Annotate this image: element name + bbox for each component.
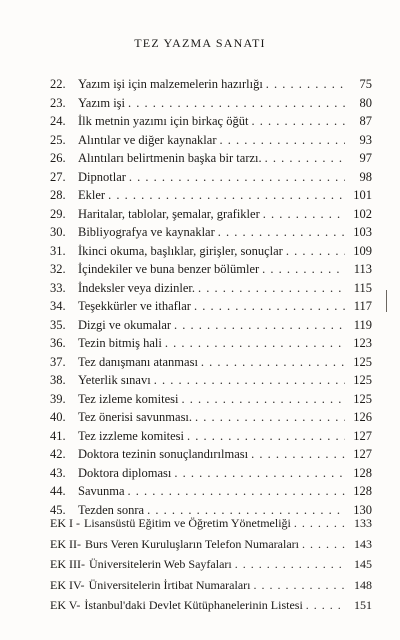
dot-leader xyxy=(254,575,346,596)
dot-leader xyxy=(266,75,345,94)
dot-leader xyxy=(154,371,345,390)
appendix-entry xyxy=(50,513,372,534)
entry-number: 24. xyxy=(50,114,66,128)
entry-page-number: 151 xyxy=(354,598,372,612)
entry-page-number: 119 xyxy=(353,317,372,332)
entry-page-number: 87 xyxy=(359,114,372,128)
entry-number: 44. xyxy=(50,484,66,498)
entry-page-number: 93 xyxy=(359,132,372,147)
entry-page-number: 101 xyxy=(353,188,372,202)
toc-entry xyxy=(50,297,372,316)
toc-entry xyxy=(50,279,372,298)
entry-number: 36. xyxy=(50,336,66,350)
dot-leader xyxy=(263,205,345,224)
entry-title: Savunma xyxy=(78,484,125,498)
entry-page-number: 75 xyxy=(359,77,372,91)
toc-entry xyxy=(50,112,372,131)
toc-entry xyxy=(50,205,372,224)
toc-entry xyxy=(50,168,372,187)
entry-number: EK V- xyxy=(50,598,81,612)
appendix-entry xyxy=(50,575,372,596)
entry-title: Haritalar, tablolar, şemalar, grafikler xyxy=(78,206,260,221)
entry-page-number: 145 xyxy=(354,557,372,571)
dot-leader xyxy=(174,464,345,483)
toc-entry xyxy=(50,186,372,205)
toc-entry xyxy=(50,390,372,409)
running-title: TEZ YAZMA SANATI xyxy=(134,36,266,50)
dot-leader xyxy=(195,408,345,427)
entry-title: Tez izzleme komitesi xyxy=(78,428,185,443)
dot-leader xyxy=(302,534,345,555)
toc-entry xyxy=(50,131,372,150)
entry-number: 26. xyxy=(50,151,66,165)
entry-number: 27. xyxy=(50,169,66,184)
entry-number: 43. xyxy=(50,465,66,480)
entry-number: 39. xyxy=(50,391,66,406)
appendix-entry xyxy=(50,554,372,575)
dot-leader xyxy=(129,168,345,187)
appendix-entry xyxy=(50,534,372,555)
dot-leader xyxy=(201,353,345,372)
toc-entry xyxy=(50,353,372,372)
entry-page-number: 127 xyxy=(353,428,372,443)
entry-number: 25. xyxy=(50,132,66,147)
table-of-contents xyxy=(50,75,372,519)
entry-number: 45. xyxy=(50,502,66,517)
dot-leader xyxy=(265,149,345,168)
entry-number: EK II- xyxy=(50,536,81,551)
entry-page-number: 126 xyxy=(353,410,372,424)
entry-title: Tez önerisi savunması. xyxy=(78,410,193,424)
entry-title: Lisansüstü Eğitim ve Öğretim Yönetmeliği xyxy=(84,516,291,530)
entry-number: 35. xyxy=(50,317,66,332)
entry-title: İstanbul'daki Devlet Kütüphanelerinin Listesi xyxy=(84,598,303,612)
appendix-list xyxy=(50,513,372,616)
margin-mark xyxy=(386,290,387,312)
entry-title: Tez danışmanı atanması xyxy=(78,354,198,369)
entry-title: Teşekkürler ve ithaflar xyxy=(78,299,191,313)
toc-entry xyxy=(50,408,372,427)
entry-title: Dipnotlar xyxy=(78,169,126,184)
toc-entry xyxy=(50,334,372,353)
entry-page-number: 113 xyxy=(353,262,372,276)
entry-title: Alıntıları belirtmenin başka bir tarzı. xyxy=(78,151,262,165)
toc-entry xyxy=(50,316,372,335)
entry-number: 28. xyxy=(50,188,66,202)
entry-title: Burs Veren Kuruluşların Telefon Numaraları xyxy=(84,536,299,551)
dot-leader xyxy=(294,513,345,534)
dot-leader xyxy=(251,445,345,464)
dot-leader xyxy=(251,112,345,131)
entry-title: Yeterlik sınavı xyxy=(78,373,151,387)
entry-number: 29. xyxy=(50,206,66,221)
toc-entry xyxy=(50,149,372,168)
entry-title: Yazım işi için malzemelerin hazırlığı xyxy=(78,77,263,91)
entry-page-number: 128 xyxy=(353,465,372,480)
entry-title: İndeksler veya dizinler. xyxy=(78,280,195,295)
entry-title: Üniversitelerin İrtibat Numaraları xyxy=(88,577,251,592)
entry-title: İkinci okuma, başlıklar, girişler, sonuçlar xyxy=(78,243,283,258)
entry-page-number: 97 xyxy=(359,151,372,165)
entry-page-number: 127 xyxy=(353,447,372,461)
entry-title: Bibliyografya ve kaynaklar xyxy=(78,225,215,239)
dot-leader xyxy=(198,279,345,298)
entry-page-number: 98 xyxy=(359,169,372,184)
toc-entry xyxy=(50,371,372,390)
dot-leader xyxy=(286,242,345,261)
entry-number: 30. xyxy=(50,225,66,239)
entry-title: Üniversitelerin Web Sayfaları xyxy=(88,557,232,571)
entry-title: Doktora diploması xyxy=(78,465,172,480)
dot-leader xyxy=(262,260,345,279)
dot-leader xyxy=(181,390,345,409)
entry-page-number: 115 xyxy=(353,280,372,295)
entry-page-number: 125 xyxy=(353,373,372,387)
entry-number: 34. xyxy=(50,299,66,313)
dot-leader xyxy=(306,595,345,616)
toc-entry xyxy=(50,75,372,94)
toc-entry xyxy=(50,464,372,483)
appendix-entry xyxy=(50,595,372,616)
entry-page-number: 117 xyxy=(353,299,372,313)
toc-entry xyxy=(50,94,372,113)
toc-entry xyxy=(50,482,372,501)
entry-number: 42. xyxy=(50,447,66,461)
entry-title: Yazım işi xyxy=(78,95,126,110)
entry-number: 31. xyxy=(50,243,66,258)
dot-leader xyxy=(235,554,345,575)
entry-title: Doktora tezinin sonuçlandırılması xyxy=(78,447,249,461)
entry-number: 40. xyxy=(50,410,66,424)
entry-page-number: 143 xyxy=(354,536,372,551)
entry-number: EK IV- xyxy=(50,577,85,592)
entry-page-number: 125 xyxy=(353,391,372,406)
entry-number: 22. xyxy=(50,77,66,91)
entry-page-number: 128 xyxy=(353,484,372,498)
dot-leader xyxy=(165,334,345,353)
dot-leader xyxy=(108,186,345,205)
entry-title: İlk metnin yazımı için birkaç öğüt xyxy=(78,114,249,128)
entry-page-number: 133 xyxy=(354,516,372,530)
entry-title: Ekler xyxy=(78,188,106,202)
entry-number: 32. xyxy=(50,262,66,276)
entry-number: 33. xyxy=(50,280,66,295)
entry-number: 23. xyxy=(50,95,66,110)
toc-entry xyxy=(50,242,372,261)
entry-page-number: 80 xyxy=(359,95,372,110)
entry-title: Dizgi ve okumalar xyxy=(78,317,172,332)
entry-number: 38. xyxy=(50,373,66,387)
entry-page-number: 130 xyxy=(353,502,372,517)
entry-page-number: 125 xyxy=(353,354,372,369)
toc-entry xyxy=(50,427,372,446)
entry-number: 41. xyxy=(50,428,66,443)
dot-leader xyxy=(220,131,346,150)
toc-entry xyxy=(50,445,372,464)
entry-page-number: 109 xyxy=(353,243,372,258)
entry-title: Tezin bitmiş hali xyxy=(78,336,162,350)
dot-leader xyxy=(218,223,345,242)
entry-title: Alıntılar ve diğer kaynaklar xyxy=(78,132,217,147)
entry-title: İçindekiler ve buna benzer bölümler xyxy=(78,262,260,276)
entry-title: Tezden sonra xyxy=(78,502,145,517)
dot-leader xyxy=(187,427,345,446)
entry-page-number: 103 xyxy=(353,225,372,239)
entry-page-number: 123 xyxy=(353,336,372,350)
toc-entry xyxy=(50,260,372,279)
dot-leader xyxy=(174,316,345,335)
entry-page-number: 148 xyxy=(354,577,372,592)
entry-number: 37. xyxy=(50,354,66,369)
entry-page-number: 102 xyxy=(353,206,372,221)
toc-entry xyxy=(50,223,372,242)
entry-title: Tez izleme komitesi xyxy=(78,391,179,406)
entry-number: EK I - xyxy=(50,516,80,530)
entry-number: EK III- xyxy=(50,557,85,571)
dot-leader xyxy=(128,482,345,501)
dot-leader xyxy=(194,297,345,316)
dot-leader xyxy=(128,94,345,113)
